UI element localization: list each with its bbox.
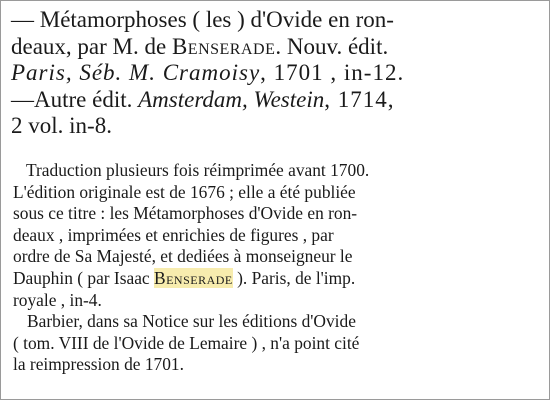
note-line-3: sous ce titre : les Métamorphoses d'Ovide en ron- — [13, 203, 358, 224]
other-edition-place: Amsterdam, Westein — [138, 86, 325, 112]
bibliographic-entry — [11, 7, 539, 140]
entry-line-1: — Métamorphoses ( les ) d'Ovide en ron- — [11, 7, 394, 32]
entry-line-2-edition: . Nouv. édit. — [275, 33, 389, 59]
note-line-6-text: Dauphin ( par Isaac — [13, 267, 154, 288]
imprint-date-format: , 1701 , in-12. — [260, 60, 405, 85]
note-line-6 — [13, 268, 539, 290]
entry-line-3 — [11, 60, 539, 87]
entry-line-5: 2 vol. in-8. — [11, 113, 112, 138]
entry-line-2-text: deaux, par M. de — [11, 33, 172, 59]
note-line-7: royale , in-4. — [13, 289, 102, 310]
entry-line-2 — [11, 34, 539, 61]
note-line-2: L'édition originale est de 1676 ; elle a été publiée — [13, 181, 356, 202]
note-line-5: ordre de Sa Majesté, et dediées à monseigneur le — [13, 246, 353, 267]
note-line-10: la reimpression de 1701. — [13, 354, 184, 375]
highlighted-author-name: Benserade — [154, 267, 233, 288]
other-edition-label: —Autre édit. — [11, 86, 139, 112]
note-line-9: ( tom. VIII de l'Ovide de Lemaire ) , n'a point cité — [13, 332, 360, 353]
author-name: Benserade — [171, 33, 276, 59]
other-edition-date: , 1714, — [324, 86, 395, 112]
note-line-1: Traduction plusieurs fois réimprimée avant 1700. — [26, 160, 370, 180]
note-line-6-rest: ). Paris, de l'imp. — [232, 267, 356, 288]
note-line-4: deaux , imprimées et enrichies de figures , par — [13, 224, 334, 245]
imprint-place-publisher: Paris, Séb. M. Cramoisy — [11, 60, 261, 85]
entry-note — [13, 160, 539, 376]
note-line-8: Barbier, dans sa Notice sur les éditions d'Ovide — [27, 311, 356, 332]
entry-line-4 — [11, 87, 539, 114]
